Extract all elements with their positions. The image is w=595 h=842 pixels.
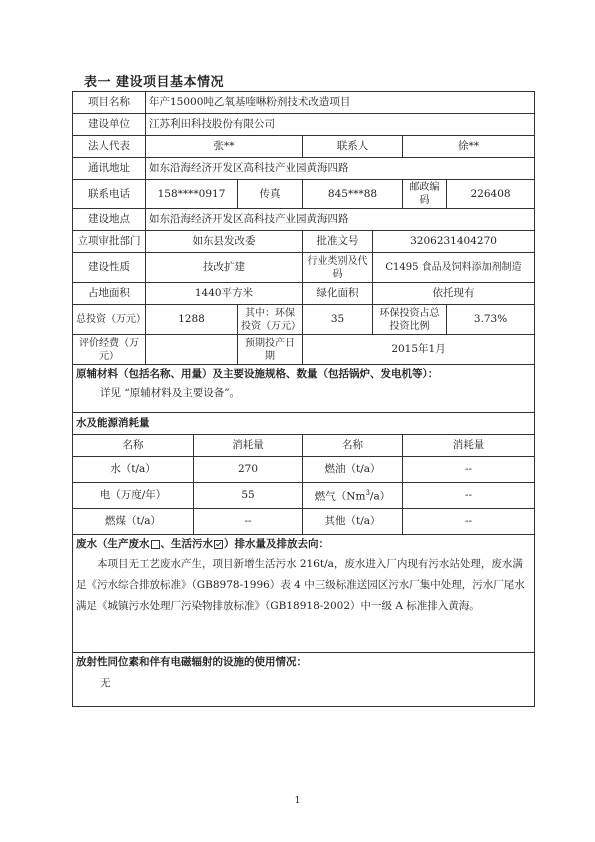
- area-label: 占地面积: [73, 283, 146, 305]
- wastewater-heading: 废水（生产废水 、生活污水 ）排水量及排放去向：: [76, 538, 329, 550]
- contact-label: 联系人: [303, 136, 403, 158]
- nature-label: 建设性质: [73, 253, 146, 283]
- prod-date-label: 预期投产日期: [238, 335, 303, 365]
- wastewater-text: 本项目无工艺废水产生，项目新增生活污水 216t/a，废水进入厂内现有污水站处理，废水满足《污水综合排放标准》（GB8978-1996）表 4 中三级标准送园区污水厂集中处理，污水厂尾水满足《城镇污水处理厂污染物排放标准》（GB18918-2002）中一级 A 标准排入黄海。: [76, 558, 525, 612]
- invest-value: 1288: [146, 305, 238, 335]
- energy-other-label: 其他（t/a）: [303, 509, 403, 535]
- area-value: 1440平方米: [146, 283, 303, 305]
- approval-no-label: 批准文号: [303, 231, 373, 253]
- eval-fee-value: [146, 335, 238, 365]
- energy-water-label: 水（t/a）: [73, 457, 194, 483]
- energy-oil-value: --: [403, 457, 535, 483]
- industry-label: 行业类别及代码: [303, 253, 373, 283]
- domestic-sewage-checkbox: [214, 540, 223, 549]
- approval-no-value: 3206231404270: [373, 231, 535, 253]
- ratio-value: 3.73%: [447, 305, 535, 335]
- unit-value: 江苏利田科技股份有限公司: [146, 114, 535, 136]
- phone-value: 158****0917: [146, 180, 238, 209]
- industry-value: C1495 食品及饲料添加剂制造: [373, 253, 535, 283]
- materials-heading: 原辅材料（包括名称、用量）及主要设施规格、数量（包括锅炉、发电机等）：: [76, 368, 439, 380]
- env-invest-value: 35: [303, 305, 373, 335]
- project-name-label: 项目名称: [73, 92, 146, 114]
- production-wastewater-checkbox: [151, 540, 160, 549]
- address-value: 如东沿海经济开发区高科技产业园黄海四路: [146, 158, 535, 180]
- green-value: 依托现有: [373, 283, 535, 305]
- site-label: 建设地点: [73, 209, 146, 231]
- site-value: 如东沿海经济开发区高科技产业园黄海四路: [146, 209, 535, 231]
- energy-col-amount-2: 消耗量: [403, 435, 535, 457]
- energy-heading: 水及能源消耗量: [73, 413, 535, 435]
- energy-col-name-2: 名称: [303, 435, 403, 457]
- materials-section: [73, 365, 535, 413]
- approval-dept-value: 如东县发改委: [146, 231, 303, 253]
- legal-value: 张**: [146, 136, 303, 158]
- wastewater-section: [73, 535, 535, 653]
- energy-oil-label: 燃油（t/a）: [303, 457, 403, 483]
- ratio-label: 环保投资占总投资比例: [373, 305, 447, 335]
- contact-value: 徐**: [403, 136, 535, 158]
- legal-label: 法人代表: [73, 136, 146, 158]
- energy-water-value: 270: [194, 457, 303, 483]
- postcode-value: 226408: [447, 180, 535, 209]
- energy-col-name: 名称: [73, 435, 194, 457]
- radiation-heading: 放射性同位素和伴有电磁辐射的设施的使用情况：: [76, 656, 307, 668]
- env-invest-label: 其中：环保投资（万元）: [238, 305, 303, 335]
- fax-label: 传真: [238, 180, 303, 209]
- approval-dept-label: 立项审批部门: [73, 231, 146, 253]
- materials-text: 详见 “原辅材料及主要设备”。: [100, 387, 241, 399]
- page-title: 表一 建设项目基本情况: [84, 75, 225, 90]
- energy-gas-label: 燃气（Nm$^3$/a）: [303, 483, 403, 509]
- radiation-section: [73, 653, 535, 707]
- energy-gas-value: --: [403, 483, 535, 509]
- radiation-text: 无: [100, 677, 111, 689]
- nature-value: 技改扩建: [146, 253, 303, 283]
- energy-power-value: 55: [194, 483, 303, 509]
- prod-date-value: 2015年1月: [303, 335, 535, 365]
- green-label: 绿化面积: [303, 283, 373, 305]
- energy-power-label: 电（万度/年）: [73, 483, 194, 509]
- eval-fee-label: 评价经费（万元）: [73, 335, 146, 365]
- postcode-label: 邮政编码: [403, 180, 447, 209]
- energy-col-amount: 消耗量: [194, 435, 303, 457]
- address-label: 通讯地址: [73, 158, 146, 180]
- phone-label: 联系电话: [73, 180, 146, 209]
- project-name-value: 年产15000吨乙氧基喹啉粉剂技术改造项目: [146, 92, 535, 114]
- energy-coal-value: --: [194, 509, 303, 535]
- project-info-table: [72, 91, 535, 707]
- page-number: 1: [294, 796, 301, 806]
- invest-label: 总投资（万元）: [73, 305, 146, 335]
- unit-label: 建设单位: [73, 114, 146, 136]
- energy-other-value: --: [403, 509, 535, 535]
- fax-value: 845***88: [303, 180, 403, 209]
- energy-coal-label: 燃煤（t/a）: [73, 509, 194, 535]
